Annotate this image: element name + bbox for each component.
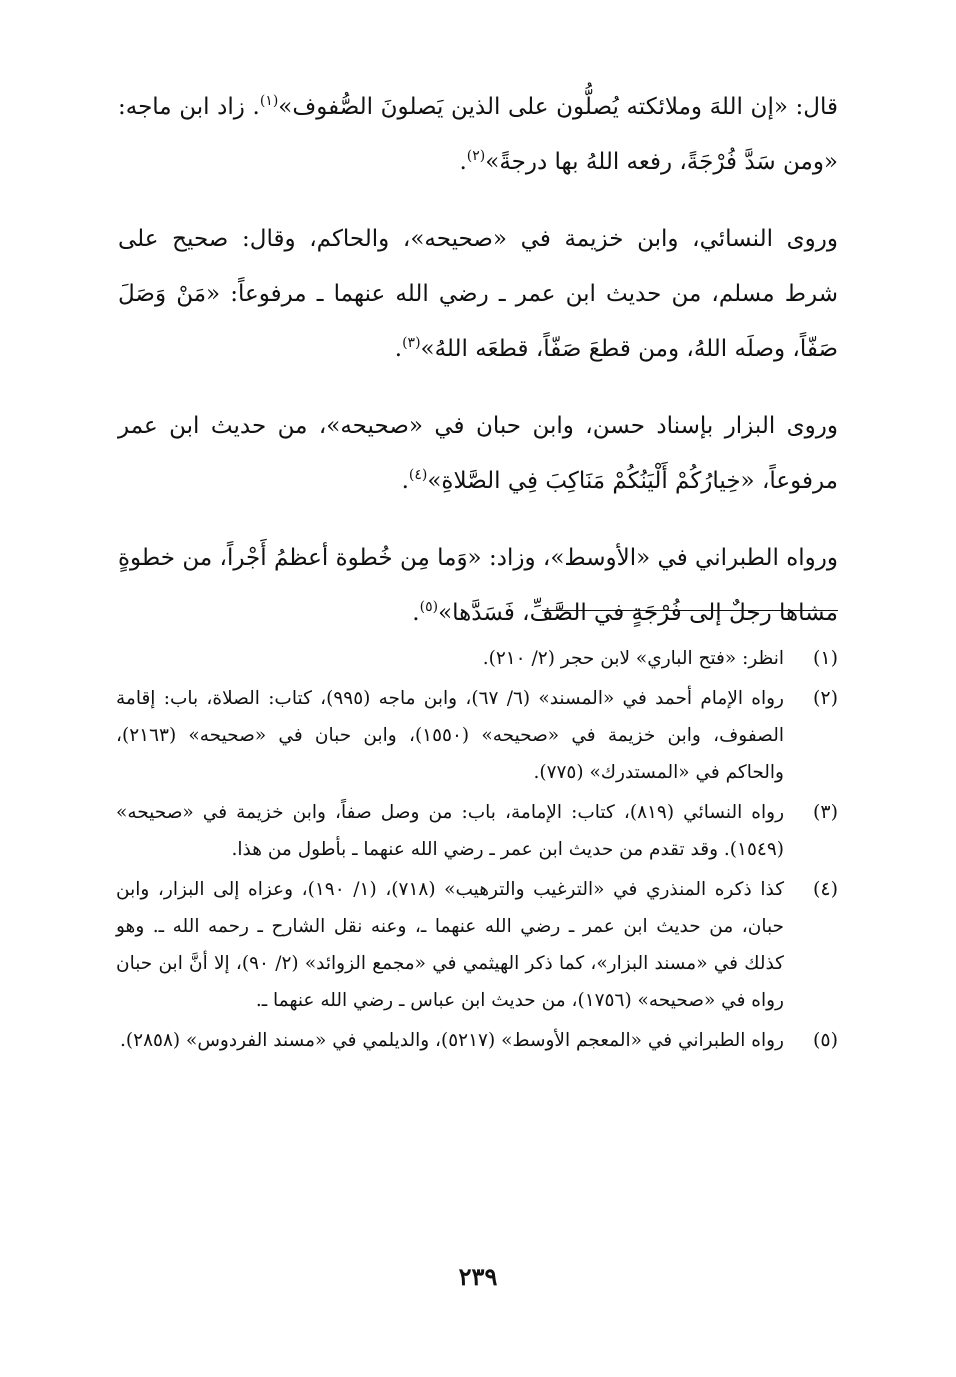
paragraph-2 — [118, 212, 838, 377]
paragraph-2-end: . — [394, 336, 403, 362]
footnote-number: (١) — [812, 647, 838, 669]
footnote-ref-1[interactable]: (١) — [259, 93, 279, 109]
paragraph-3-text: وروى البزار بإسناد حسن، وابن حبان في «صحيحه»، من حديث ابن عمر مرفوعاً، «خِيارُكُمْ أَلْيَنُكُمْ مَنَاكِبَ فِي الصَّلاةِ» — [118, 413, 838, 494]
footnote-number: (٣) — [812, 801, 838, 823]
paragraph-1-text-continued: . زاد ابن ماجه: «ومن سَدَّ فُرْجَةً، رفعه اللهُ بها درجةً» — [118, 94, 838, 175]
footnote-item — [116, 1022, 838, 1059]
paragraph-1 — [118, 80, 838, 190]
footnote-number: (٤) — [812, 878, 838, 900]
footnote-ref-4[interactable]: (٤) — [408, 467, 428, 483]
footnote-text: رواه النسائي (٨١٩)، كتاب: الإمامة، باب: من وصل صفاً، وابن خزيمة في «صحيحه» (١٥٤٩). وقد تقدم من حديث ابن عمر ـ رضي الله عنهما ـ بأطول من هذا. — [116, 802, 784, 860]
footnote-ref-5[interactable]: (٥) — [419, 599, 439, 615]
footnote-item — [116, 680, 838, 791]
footnote-item — [116, 871, 838, 1019]
footnotes — [116, 640, 838, 1062]
paragraph-3 — [118, 399, 838, 509]
footnote-item — [116, 640, 838, 677]
paragraph-4-text: ورواه الطبراني في «الأوسط»، وزاد: «وَما مِن خُطوة أعظمُ أَجْراً، من خطوةٍ مشاها رجلٌ إلى فُرْجَةٍ في الصَّفِّ، فَسَدَّها» — [118, 545, 838, 626]
paragraph-1-text: قال: «إن اللهَ وملائكته يُصلُّون على الذين يَصلونَ الصُّفوف» — [278, 94, 838, 120]
paragraph-4 — [118, 531, 838, 641]
footnote-number: (٢) — [812, 687, 838, 709]
main-text — [118, 80, 838, 663]
footnote-text: رواه الطبراني في «المعجم الأوسط» (٥٢١٧)، والديلمي في «مسند الفردوس» (٢٨٥٨). — [120, 1030, 784, 1051]
paragraph-3-end: . — [401, 468, 409, 494]
footnote-text: كذا ذكره المنذري في «الترغيب والترهيب» (٧١٨)، (١/ ١٩٠)، وعزاه إلى البزار، وابن حبان، من حديث ابن عمر ـ رضي الله عنهما ـ، وعنه نقل الشارح ـ رحمه الله ـ. وهو كذلك في «مسند البزار»، كما ذكر الهيثمي في «مجمع الزوائد» (٢/ ٩٠)، إلا أنَّ ابن حبان رواه في «صحيحه» (١٧٥٦)، من حديث ابن عباس ـ رضي الله عنهما ـ. — [116, 879, 784, 1011]
page-number: ٢٣٩ — [458, 1262, 498, 1291]
footnote-text: انظر: «فتح الباري» لابن حجر (٢/ ٢١٠). — [482, 648, 784, 669]
paragraph-4-end: . — [412, 600, 420, 626]
footnote-text: رواه الإمام أحمد في «المسند» (٦/ ٦٧)، وابن ماجه (٩٩٥)، كتاب: الصلاة، باب: إقامة الصفوف، وابن خزيمة في «صحيحه» (١٥٥٠)، وابن حبان في «صحيحه» (٢١٦٣)، والحاكم في «المستدرك» (٧٧٥). — [116, 688, 784, 783]
paragraph-1-end: . — [459, 149, 467, 175]
footnote-ref-2[interactable]: (٢) — [466, 148, 486, 164]
footnote-item — [116, 794, 838, 868]
footnote-number: (٥) — [812, 1029, 838, 1051]
footnote-ref-3[interactable]: (٣) — [402, 335, 421, 351]
footnote-separator — [542, 610, 838, 611]
paragraph-2-text: وروى النسائي، وابن خزيمة في «صحيحه»، والحاكم، وقال: صحيح على شرط مسلم، من حديث ابن عمر ـ رضي الله عنهما ـ مرفوعاً: «مَنْ وَصَلَ صَفّاً، وصلَه اللهُ، ومن قطعَ صَفّاً، قطعَه اللهُ» — [118, 226, 838, 362]
